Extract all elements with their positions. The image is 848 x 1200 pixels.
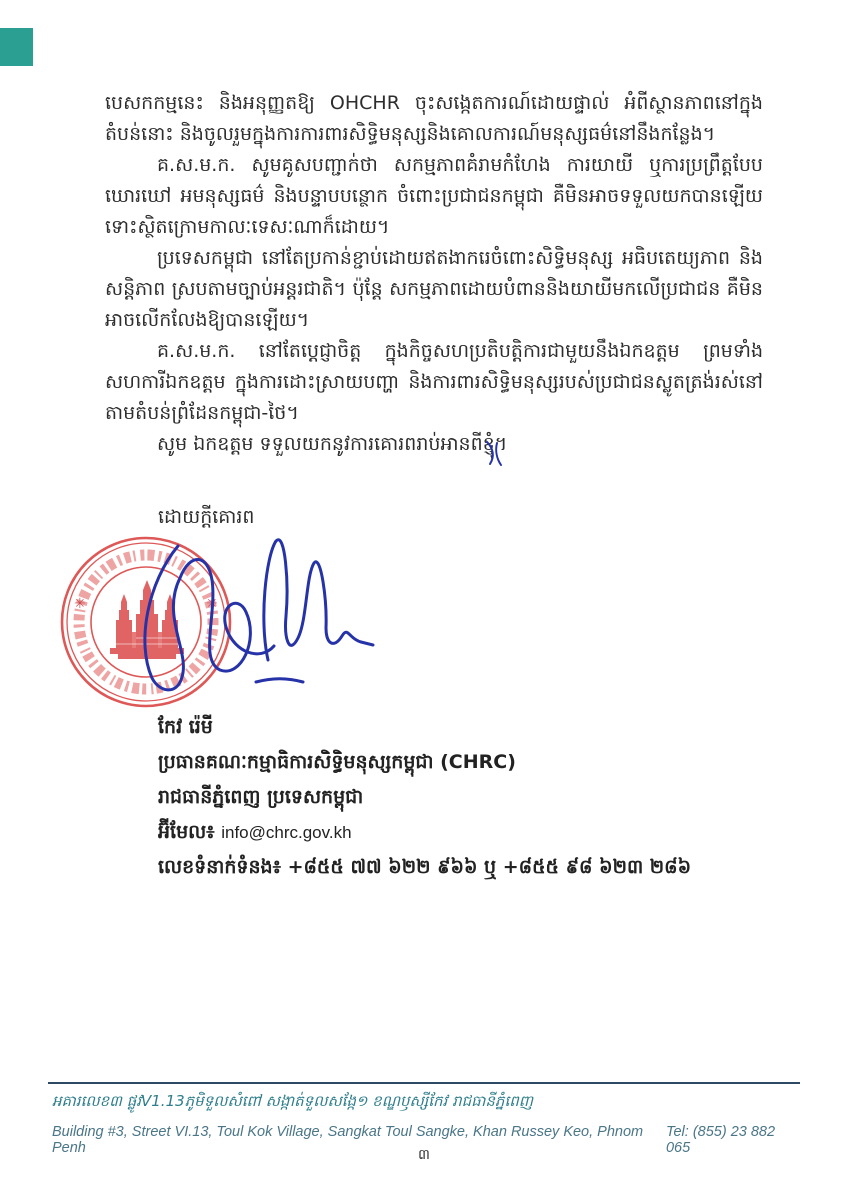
seal-star-right: ✳ — [206, 596, 218, 612]
closing-salutation: ដោយក្តីគោរព — [158, 506, 255, 528]
email-label: អ៊ីមែល៖ — [158, 821, 215, 843]
email-address: info@chrc.gov.kh — [221, 823, 352, 842]
signer-title: ប្រធានគណៈកម្មាធិការសិទ្ធិមនុស្សកម្ពុជា (CHRC) — [158, 751, 516, 773]
footer-address-english: Building #3, Street VI.13, Toul Kok Village, Sangkat Toul Sangke, Khan Russey Keo, Phnom Penh — [52, 1124, 644, 1156]
handwritten-signature — [145, 540, 373, 690]
letter-body — [105, 88, 763, 460]
seal-star-left: ✳ — [74, 596, 86, 612]
paragraph-3: ប្រទេសកម្ពុជា នៅតែប្រកាន់ខ្ជាប់ដោយឥតងាករេចំពោះសិទ្ធិមនុស្ស អធិបតេយ្យភាព និងសន្តិភាព ស្របតាមច្បាប់អន្តរជាតិ។ ប៉ុន្តែ សកម្មភាពដោយបំពាននិងយាយីមកលើប្រជាជន គឺមិនអាចលើកលែងឱ្យបានឡើយ។ — [105, 247, 763, 331]
paragraph-4: គ.ស.ម.ក. នៅតែប្ដេជ្ញាចិត្ត ក្នុងកិច្ចសហប្រតិបត្តិការជាមួយនឹងឯកឧត្តម ព្រមទាំងសហការីឯកឧត្តម ក្នុងការដោះស្រាយបញ្ហា និងការពារសិទ្ធិមនុស្សរបស់ប្រជាជនស្លូតត្រង់រស់នៅតាមតំបន់ព្រំដែនកម្ពុជា-ថៃ។ — [105, 340, 763, 424]
signer-name: កែវ រ៉េមី — [158, 716, 213, 738]
signature-block — [158, 710, 718, 885]
footer-address-khmer: អគារលេខ៣ ផ្លូវV1.13ភូមិទួលសំពៅ សង្កាត់ទួលសង្កែ១ ខណ្ឌឫស្សីកែវ រាជធានីភ្នំពេញ — [52, 1092, 534, 1110]
phone-numbers: +៨៥៥ ៧៧ ៦២២ ៩៦៦ ឬ +៨៥៥ ៩៨ ៦២៣ ២៨៦ — [287, 856, 692, 878]
paragraph-1: បេសកកម្មនេះ និងអនុញ្ញតឱ្យ OHCHR ចុះសង្កេតការណ៍ដោយផ្ទាល់ អំពីស្ថានភាពនៅក្នុងតំបន់នោះ និងចូលរួមក្នុងការការពារសិទ្ធិមនុស្សនិងគោលការណ៍មនុស្សធម៌នៅនឹងកន្លែង។ — [105, 92, 763, 145]
corner-teal-mark — [0, 28, 33, 66]
paragraph-2: គ.ស.ម.ក. សូមគូសបញ្ជាក់ថា សកម្មភាពគំរាមកំហែង ការយាយី ឬការប្រព្រឹត្តបែបឃោរឃៅ អមនុស្សធម៌ និងបន្ទាបបន្ថោក ចំពោះប្រជាជនកម្ពុជា គឺមិនអាចទទួលយកបានឡើយ ទោះស្ថិតក្រោមកាលៈទេសៈណាក៏ដោយ។ — [105, 154, 763, 238]
paragraph-5: សូម ឯកឧត្តម ទទួលយកនូវការគោរពរាប់អានពីខ្ញុំ។ — [157, 433, 508, 455]
footer-divider — [48, 1082, 800, 1084]
phone-label: លេខទំនាក់ទំនង៖ — [158, 856, 281, 878]
footer-telephone: Tel: (855) 23 882 065 — [665, 1124, 776, 1156]
phone-line — [158, 850, 718, 885]
email-line — [158, 815, 718, 850]
page-number: ៣ — [418, 1147, 430, 1163]
pen-tick-mark — [482, 440, 504, 468]
signer-location: រាជធានីភ្នំពេញ ប្រទេសកម្ពុជា — [158, 786, 364, 808]
seal-and-signature — [30, 520, 450, 720]
